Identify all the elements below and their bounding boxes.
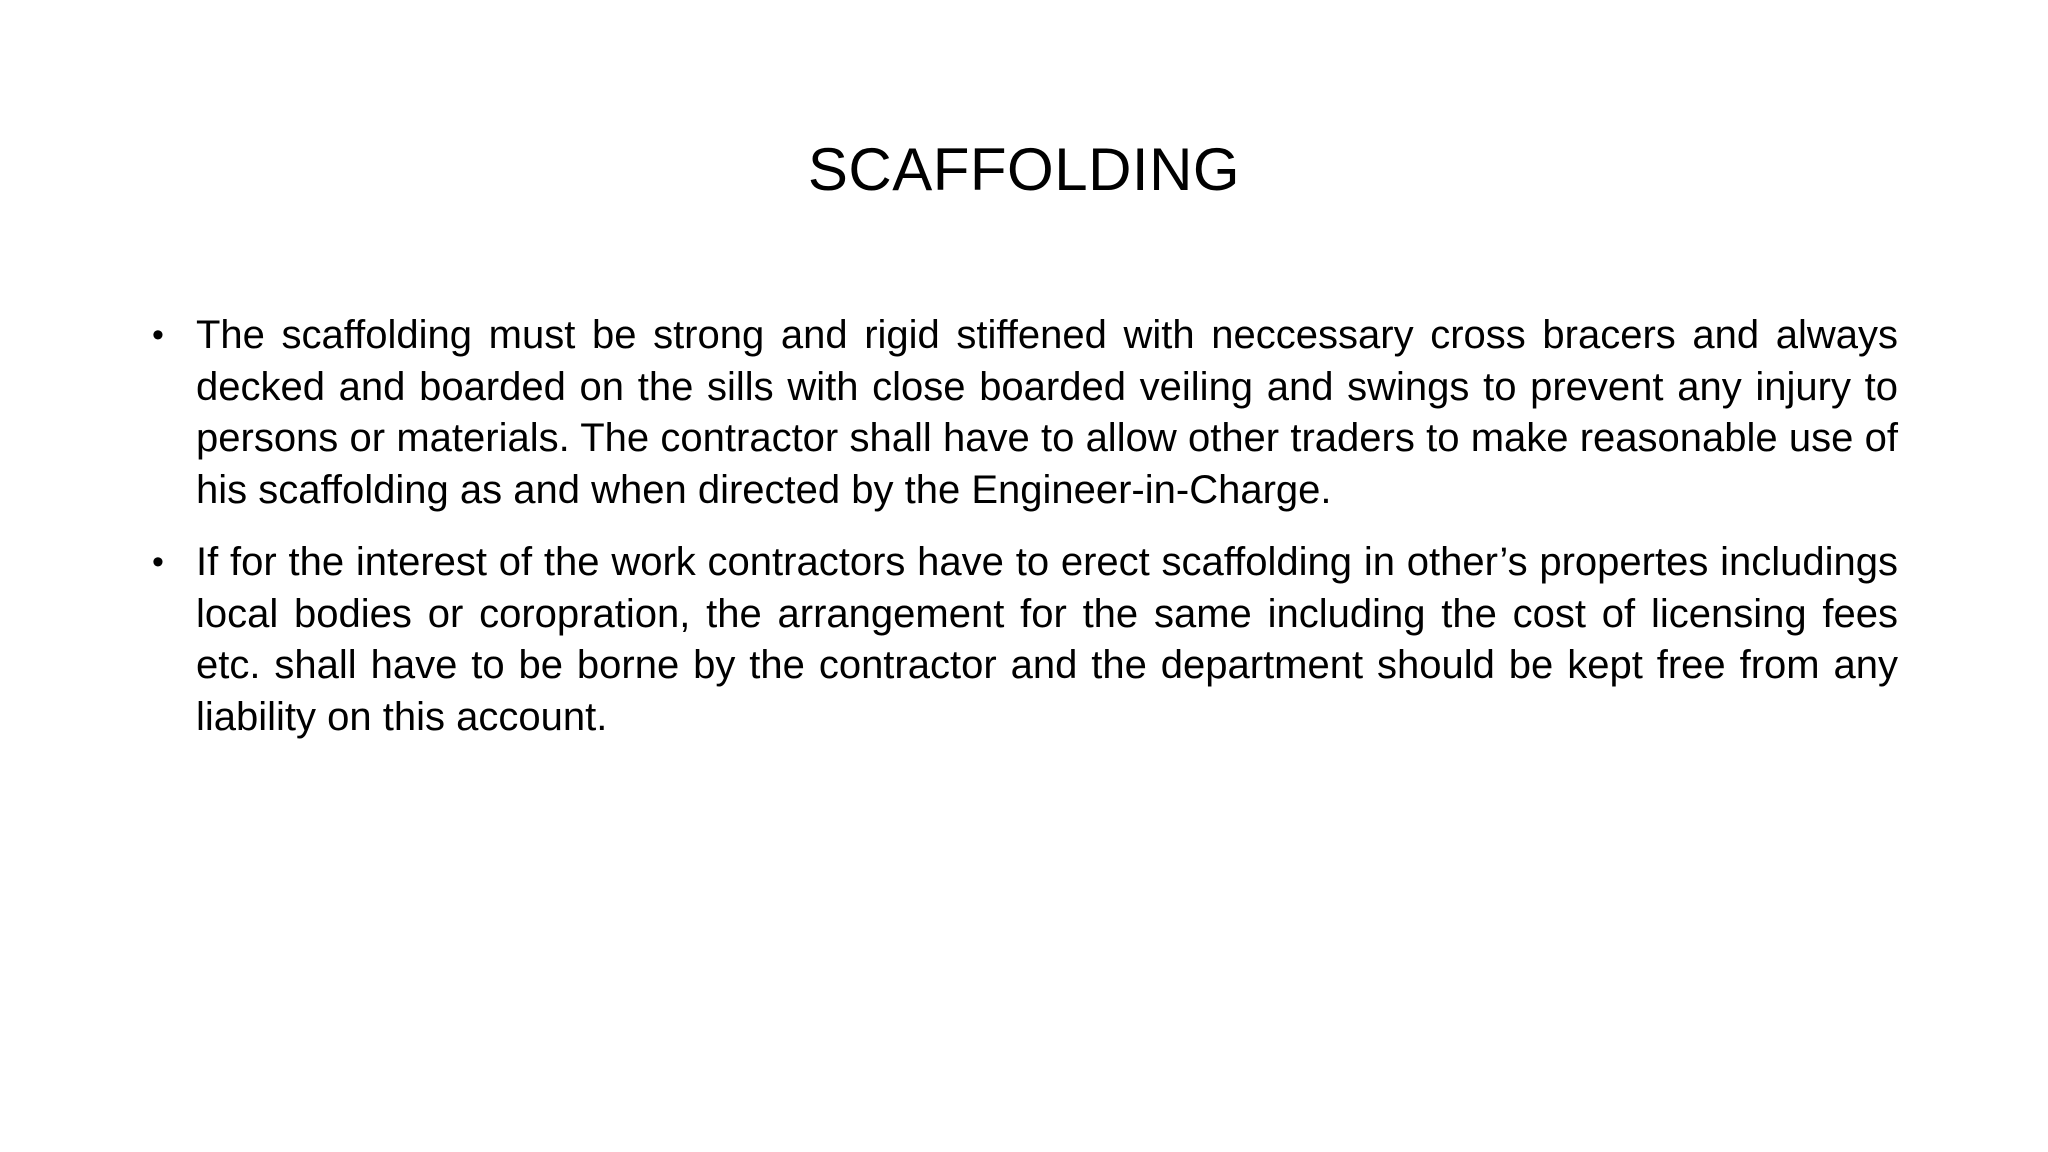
bullet-item: [148, 310, 1898, 516]
bullet-marker: •: [152, 316, 164, 354]
bullet-text: The scaffolding must be strong and rigid stiffened with neccessary cross bracers and always decked and boarded on the sills with close boarded veiling and swings to prevent any injury to persons or materials. The contractor shall have to allow other traders to make reasonable use of his scaffolding as and when directed by the Engineer-in-Charge.: [196, 313, 1898, 512]
slide-title: SCAFFOLDING: [807, 136, 1241, 203]
bullet-marker: •: [152, 543, 164, 581]
bullet-list: [148, 310, 1898, 764]
bullet-item: [148, 537, 1898, 743]
bullet-text: If for the interest of the work contractors have to erect scaffolding in other’s propertes includings local bodies or coropration, the arrangement for the same including the cost of licensing fees etc. shall have to be borne by the contractor and the department should be kept free from any liability on this account.: [196, 540, 1898, 739]
